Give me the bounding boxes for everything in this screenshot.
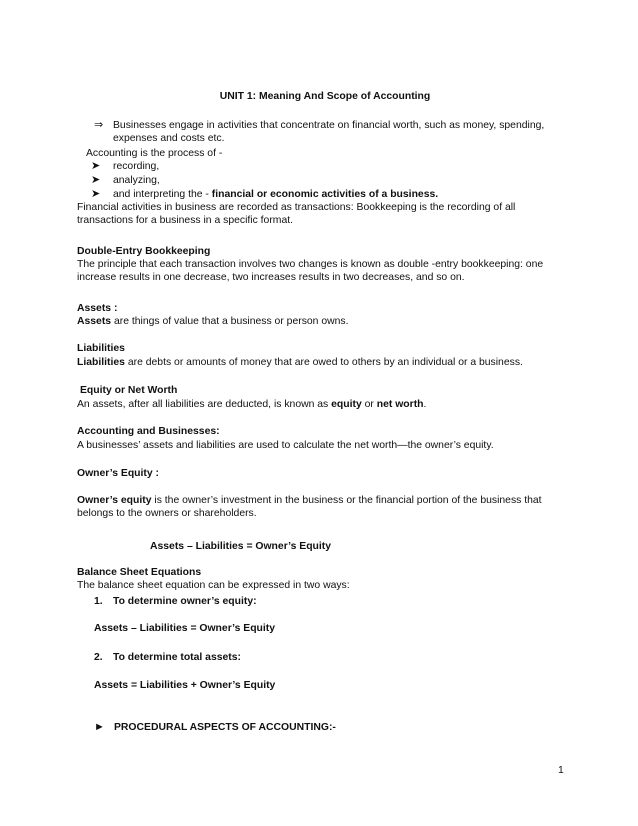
page-number: 1 (558, 765, 564, 776)
arrowhead-bullet-icon: ➤ (91, 188, 101, 200)
double-entry-heading: Double-Entry Bookkeeping (77, 246, 211, 257)
equation-owners-equity: Assets – Liabilities = Owner’s Equity (94, 623, 276, 634)
equation-total-assets: Assets = Liabilities + Owner’s Equity (94, 680, 276, 691)
balance-sheet-heading: Balance Sheet Equations (77, 567, 202, 578)
arrowhead-bullet-icon: ➤ (91, 174, 101, 186)
intro-paragraph: Businesses engage in activities that concentrate on financial worth, such as money, spending, expenses and costs etc. (113, 120, 545, 144)
bookkeeping-paragraph: Financial activities in business are recorded as transactions: Bookkeeping is the recording of all transactions for a business in a specific format. (77, 202, 516, 226)
arrowhead-bullet-icon: ➤ (91, 160, 101, 172)
arrow-bullet-icon: ⇒ (94, 119, 104, 131)
numbered-item: 2. To determine total assets: (94, 652, 241, 663)
page-title: UNIT 1: Meaning And Scope of Accounting (219, 91, 431, 102)
bullet-item: ➤ analyzing, (91, 174, 160, 186)
owners-equity-paragraph: Owner’s equity is the owner’s investment in the business or the financial portion of the business that belongs to the owners or shareholders. (77, 495, 542, 519)
assets-paragraph: Assets are things of value that a business or person owns. (77, 316, 349, 327)
liabilities-paragraph: Liabilities are debts or amounts of money that are owed to others by an individual or a business. (77, 357, 523, 368)
procedural-heading: ► PROCEDURAL ASPECTS OF ACCOUNTING:- (94, 721, 336, 733)
triangle-pointer-icon: ► (94, 721, 105, 733)
numbered-item: 1. To determine owner’s equity: (94, 596, 257, 607)
process-lead: Accounting is the process of - (86, 148, 223, 159)
accounting-businesses-paragraph: A businesses’ assets and liabilities are used to calculate the net worth—the owner’s equity. (77, 440, 494, 451)
equity-paragraph: An assets, after all liabilities are deducted, is known as equity or net worth. (77, 399, 427, 410)
liabilities-heading: Liabilities (77, 343, 125, 354)
equation-main: Assets – Liabilities = Owner’s Equity (150, 541, 332, 552)
equity-heading: Equity or Net Worth (80, 385, 178, 396)
balance-sheet-paragraph: The balance sheet equation can be expressed in two ways: (77, 580, 350, 591)
owners-equity-heading: Owner’s Equity : (77, 468, 159, 479)
bullet-item: ➤ and interpreting the - financial or economic activities of a business. (91, 188, 439, 200)
assets-heading: Assets : (77, 303, 118, 314)
accounting-businesses-heading: Accounting and Businesses: (77, 426, 220, 437)
double-entry-paragraph: The principle that each transaction involves two changes is known as double -entry bookkeeping: one increase results in one decrease, two increases results in two decreases, and so on. (77, 259, 544, 283)
bullet-item: ➤ recording, (91, 160, 160, 172)
